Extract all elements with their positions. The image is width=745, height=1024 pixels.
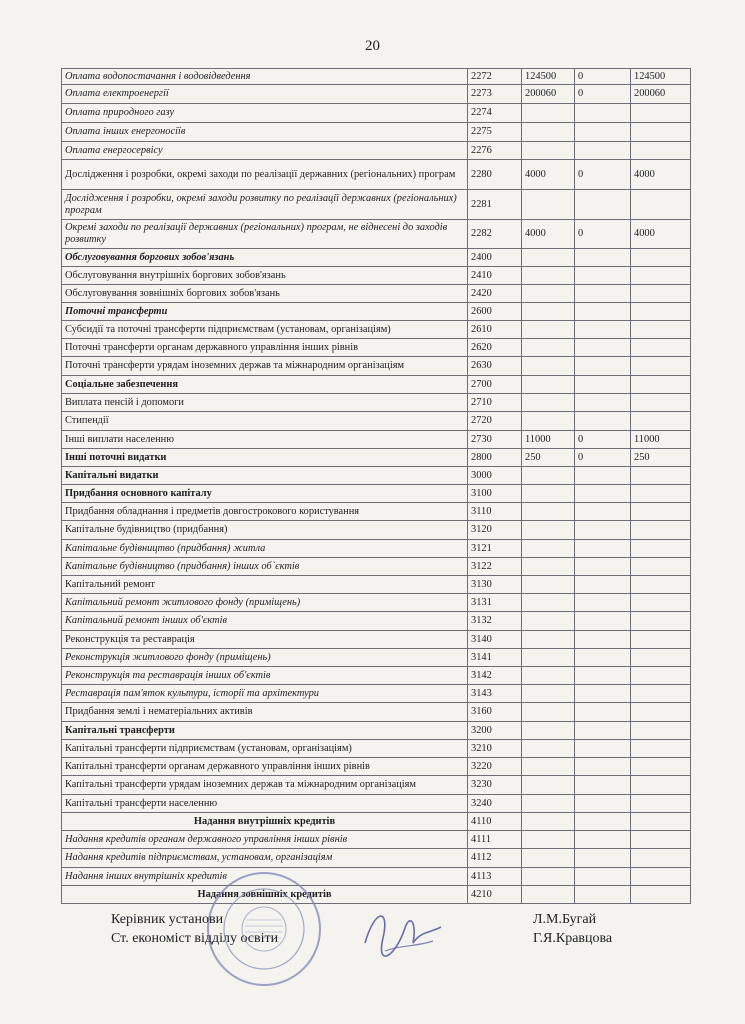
row-value-1 — [522, 649, 575, 667]
row-code: 2730 — [468, 431, 522, 449]
row-value-1 — [522, 467, 575, 485]
row-code: 2720 — [468, 412, 522, 431]
row-name: Поточні трансферти органам державного управління інших рівнів — [62, 339, 468, 357]
row-code: 2610 — [468, 321, 522, 339]
row-code: 3240 — [468, 795, 522, 813]
row-value-1 — [522, 594, 575, 612]
table-row — [62, 849, 691, 868]
row-code: 3120 — [468, 521, 522, 540]
row-value-3: 250 — [631, 449, 691, 467]
row-value-3 — [631, 594, 691, 612]
row-value-3: 4000 — [631, 220, 691, 249]
row-value-2 — [575, 576, 631, 594]
row-value-3 — [631, 795, 691, 813]
row-value-3: 4000 — [631, 160, 691, 190]
row-value-3 — [631, 503, 691, 521]
row-value-2 — [575, 394, 631, 412]
row-value-3: 200060 — [631, 85, 691, 104]
row-code: 3122 — [468, 558, 522, 576]
row-value-3 — [631, 303, 691, 321]
row-value-3 — [631, 886, 691, 904]
table-row — [62, 303, 691, 321]
row-name: Придбання основного капіталу — [62, 485, 468, 503]
row-value-2 — [575, 868, 631, 886]
row-value-2 — [575, 123, 631, 142]
row-code: 4113 — [468, 868, 522, 886]
table-row — [62, 160, 691, 190]
table-row — [62, 123, 691, 142]
row-name: Оплата електроенергії — [62, 85, 468, 104]
row-code: 4110 — [468, 813, 522, 831]
table-row — [62, 558, 691, 576]
row-value-2 — [575, 303, 631, 321]
row-name: Надання кредитів органам державного управління інших рівнів — [62, 831, 468, 849]
row-value-3 — [631, 558, 691, 576]
row-value-3 — [631, 758, 691, 776]
row-value-2 — [575, 190, 631, 220]
row-code: 3131 — [468, 594, 522, 612]
row-code: 2272 — [468, 69, 522, 85]
row-value-1 — [522, 612, 575, 631]
table-row — [62, 249, 691, 267]
row-value-1 — [522, 849, 575, 868]
row-code: 2600 — [468, 303, 522, 321]
row-name: Реконструкція житлового фонду (приміщень) — [62, 649, 468, 667]
row-value-3 — [631, 849, 691, 868]
table-row — [62, 104, 691, 123]
row-value-2 — [575, 267, 631, 285]
row-name: Поточні трансферти урядам іноземних держав та міжнародним організаціям — [62, 357, 468, 376]
row-name: Капітальні трансферти урядам іноземних держав та міжнародним організаціям — [62, 776, 468, 795]
row-value-3 — [631, 667, 691, 685]
economist-name: Г.Я.Кравцова — [533, 931, 613, 946]
row-value-3 — [631, 142, 691, 160]
row-value-2 — [575, 503, 631, 521]
row-value-1 — [522, 831, 575, 849]
table-row — [62, 220, 691, 249]
table-row — [62, 703, 691, 722]
row-value-1 — [522, 357, 575, 376]
row-value-1 — [522, 722, 575, 740]
table-row — [62, 886, 691, 904]
row-value-2 — [575, 249, 631, 267]
row-code: 2420 — [468, 285, 522, 303]
row-code: 3200 — [468, 722, 522, 740]
row-value-2 — [575, 685, 631, 703]
table-row — [62, 190, 691, 220]
row-value-1: 250 — [522, 449, 575, 467]
row-value-1 — [522, 540, 575, 558]
row-code: 2410 — [468, 267, 522, 285]
row-value-1 — [522, 503, 575, 521]
row-value-1 — [522, 521, 575, 540]
row-name: Реконструкція та реставрація — [62, 631, 468, 649]
row-value-2 — [575, 703, 631, 722]
table-row — [62, 321, 691, 339]
table-row — [62, 431, 691, 449]
row-value-3 — [631, 722, 691, 740]
row-value-1 — [522, 285, 575, 303]
row-value-3 — [631, 813, 691, 831]
table-row — [62, 267, 691, 285]
row-name: Інші виплати населенню — [62, 431, 468, 449]
row-code: 3100 — [468, 485, 522, 503]
row-value-3 — [631, 339, 691, 357]
row-value-3 — [631, 776, 691, 795]
row-name: Капітальне будівництво (придбання) — [62, 521, 468, 540]
row-name: Оплата енергосервісу — [62, 142, 468, 160]
row-value-1 — [522, 813, 575, 831]
row-value-2 — [575, 722, 631, 740]
row-value-2 — [575, 594, 631, 612]
row-name: Капітальний ремонт житлового фонду (приміщень) — [62, 594, 468, 612]
row-value-1 — [522, 740, 575, 758]
table-row — [62, 758, 691, 776]
row-value-1 — [522, 376, 575, 394]
row-code: 3220 — [468, 758, 522, 776]
row-value-3 — [631, 740, 691, 758]
row-code: 4111 — [468, 831, 522, 849]
row-code: 3143 — [468, 685, 522, 703]
table-row — [62, 576, 691, 594]
row-code: 3110 — [468, 503, 522, 521]
row-name: Обслуговування боргових зобов'язань — [62, 249, 468, 267]
row-value-2: 0 — [575, 69, 631, 85]
row-value-1 — [522, 776, 575, 795]
table-row — [62, 831, 691, 849]
row-value-1 — [522, 190, 575, 220]
row-value-2 — [575, 813, 631, 831]
row-value-2 — [575, 740, 631, 758]
row-value-2 — [575, 758, 631, 776]
row-name: Придбання обладнання і предметів довгострокового користування — [62, 503, 468, 521]
row-value-2 — [575, 558, 631, 576]
row-value-2 — [575, 795, 631, 813]
row-value-2 — [575, 467, 631, 485]
table-row — [62, 485, 691, 503]
row-code: 3210 — [468, 740, 522, 758]
row-name: Придбання землі і нематеріальних активів — [62, 703, 468, 722]
row-value-3 — [631, 685, 691, 703]
row-code: 3230 — [468, 776, 522, 795]
row-name: Капітальний ремонт інших об'єктів — [62, 612, 468, 631]
table-row — [62, 740, 691, 758]
table-row — [62, 285, 691, 303]
row-value-2: 0 — [575, 449, 631, 467]
head-name: Л.М.Бугай — [533, 912, 597, 927]
row-value-1 — [522, 321, 575, 339]
row-value-1: 124500 — [522, 69, 575, 85]
table-row — [62, 540, 691, 558]
row-value-1 — [522, 886, 575, 904]
row-value-1 — [522, 558, 575, 576]
round-stamp — [205, 870, 323, 988]
row-value-1 — [522, 123, 575, 142]
row-code: 3141 — [468, 649, 522, 667]
row-code: 3140 — [468, 631, 522, 649]
row-code: 3132 — [468, 612, 522, 631]
table-row — [62, 85, 691, 104]
row-value-1: 200060 — [522, 85, 575, 104]
row-value-1 — [522, 142, 575, 160]
row-value-2 — [575, 649, 631, 667]
row-value-2 — [575, 357, 631, 376]
row-value-3 — [631, 485, 691, 503]
row-value-2 — [575, 485, 631, 503]
row-value-3 — [631, 703, 691, 722]
row-name: Обслуговування внутрішніх боргових зобов'язань — [62, 267, 468, 285]
row-value-3 — [631, 868, 691, 886]
row-value-2 — [575, 612, 631, 631]
table-row — [62, 795, 691, 813]
table-row — [62, 685, 691, 703]
row-value-2: 0 — [575, 431, 631, 449]
row-value-3 — [631, 467, 691, 485]
row-value-1 — [522, 267, 575, 285]
row-value-1 — [522, 303, 575, 321]
row-value-3 — [631, 357, 691, 376]
table-row — [62, 813, 691, 831]
row-code: 3142 — [468, 667, 522, 685]
row-value-3 — [631, 376, 691, 394]
row-name: Виплата пенсій і допомоги — [62, 394, 468, 412]
row-value-3 — [631, 104, 691, 123]
row-value-3 — [631, 190, 691, 220]
row-value-3 — [631, 394, 691, 412]
row-value-3 — [631, 612, 691, 631]
row-value-2 — [575, 886, 631, 904]
row-name: Капітальне будівництво (придбання) інших об`єктів — [62, 558, 468, 576]
row-name: Капітальний ремонт — [62, 576, 468, 594]
page-number: 20 — [365, 38, 380, 54]
row-value-1: 11000 — [522, 431, 575, 449]
row-code: 2620 — [468, 339, 522, 357]
row-code: 2710 — [468, 394, 522, 412]
row-code: 2274 — [468, 104, 522, 123]
row-value-3 — [631, 576, 691, 594]
row-value-3: 11000 — [631, 431, 691, 449]
row-value-2 — [575, 631, 631, 649]
row-code: 3000 — [468, 467, 522, 485]
table-row — [62, 357, 691, 376]
row-value-1 — [522, 249, 575, 267]
table-row — [62, 521, 691, 540]
row-value-3 — [631, 521, 691, 540]
row-name: Інші поточні видатки — [62, 449, 468, 467]
handwritten-signature-icon — [355, 903, 445, 963]
row-value-2 — [575, 376, 631, 394]
row-value-2 — [575, 776, 631, 795]
row-value-2 — [575, 540, 631, 558]
row-value-3 — [631, 412, 691, 431]
table-row — [62, 868, 691, 886]
row-code: 2700 — [468, 376, 522, 394]
row-value-3 — [631, 123, 691, 142]
row-value-3 — [631, 249, 691, 267]
row-code: 2281 — [468, 190, 522, 220]
row-code: 3130 — [468, 576, 522, 594]
row-value-2 — [575, 104, 631, 123]
row-value-1 — [522, 339, 575, 357]
row-code: 2280 — [468, 160, 522, 190]
row-value-2 — [575, 412, 631, 431]
row-name: Оплата природного газу — [62, 104, 468, 123]
row-value-1 — [522, 703, 575, 722]
row-name: Капітальні трансферти — [62, 722, 468, 740]
row-name: Обслуговування зовнішніх боргових зобов'язань — [62, 285, 468, 303]
table-row — [62, 142, 691, 160]
row-value-1 — [522, 685, 575, 703]
head-title: Керівник установи — [111, 912, 224, 927]
row-value-3 — [631, 285, 691, 303]
row-name: Капітальні трансферти органам державного управління інших рівнів — [62, 758, 468, 776]
row-value-1 — [522, 758, 575, 776]
budget-table — [61, 68, 691, 904]
row-value-3 — [631, 321, 691, 339]
table-row — [62, 776, 691, 795]
table-row — [62, 649, 691, 667]
row-value-3: 124500 — [631, 69, 691, 85]
row-value-2: 0 — [575, 220, 631, 249]
table-row — [62, 631, 691, 649]
row-code: 2273 — [468, 85, 522, 104]
row-value-1 — [522, 868, 575, 886]
row-value-1 — [522, 576, 575, 594]
table-row — [62, 339, 691, 357]
row-value-3 — [631, 649, 691, 667]
row-value-3 — [631, 831, 691, 849]
row-name: Поточні трансферти — [62, 303, 468, 321]
row-value-1 — [522, 631, 575, 649]
row-code: 2282 — [468, 220, 522, 249]
row-value-2 — [575, 667, 631, 685]
table-row — [62, 503, 691, 521]
table-row — [62, 449, 691, 467]
row-code: 2276 — [468, 142, 522, 160]
row-value-1 — [522, 485, 575, 503]
row-value-2: 0 — [575, 160, 631, 190]
row-code: 4210 — [468, 886, 522, 904]
row-value-1: 4000 — [522, 160, 575, 190]
row-name: Капітальні видатки — [62, 467, 468, 485]
row-value-2 — [575, 321, 631, 339]
table-row — [62, 722, 691, 740]
row-value-2 — [575, 831, 631, 849]
row-name: Капітальні трансферти населенню — [62, 795, 468, 813]
row-name: Капітальне будівництво (придбання) житла — [62, 540, 468, 558]
table-row — [62, 612, 691, 631]
row-name: Оплата інших енергоносіїв — [62, 123, 468, 142]
table-row — [62, 394, 691, 412]
row-value-1 — [522, 104, 575, 123]
row-name: Надання внутрішніх кредитів — [62, 813, 468, 831]
row-name: Реконструкція та реставрація інших об'єктів — [62, 667, 468, 685]
budget-table-body — [62, 69, 691, 904]
economist-title: Ст. економіст відділу освіти — [111, 931, 279, 946]
row-value-3 — [631, 631, 691, 649]
row-value-2 — [575, 521, 631, 540]
row-value-2 — [575, 142, 631, 160]
row-name: Надання зовнішніх кредитів — [62, 886, 468, 904]
row-name: Субсидії та поточні трансферти підприємствам (установам, організаціям) — [62, 321, 468, 339]
row-code: 2800 — [468, 449, 522, 467]
row-value-2: 0 — [575, 85, 631, 104]
row-name: Реставрація пам'яток культури, історії та архітектури — [62, 685, 468, 703]
row-name: Соціальне забезпечення — [62, 376, 468, 394]
row-value-3 — [631, 267, 691, 285]
row-value-1 — [522, 394, 575, 412]
table-row — [62, 376, 691, 394]
row-code: 3160 — [468, 703, 522, 722]
row-name: Дослідження і розробки, окремі заходи по реалізації державних (регіональних) програм — [62, 160, 468, 190]
row-code: 4112 — [468, 849, 522, 868]
row-name: Дослідження і розробки, окремі заходи розвитку по реалізації державних (регіональних) програм — [62, 190, 468, 220]
row-value-2 — [575, 285, 631, 303]
row-value-1 — [522, 795, 575, 813]
row-code: 2630 — [468, 357, 522, 376]
row-value-2 — [575, 339, 631, 357]
row-code: 2275 — [468, 123, 522, 142]
row-name: Оплата водопостачання і водовідведення — [62, 69, 468, 85]
row-name: Надання кредитів підприємствам, установам, організаціям — [62, 849, 468, 868]
row-name: Стипендії — [62, 412, 468, 431]
row-value-1 — [522, 667, 575, 685]
table-row — [62, 412, 691, 431]
row-code: 3121 — [468, 540, 522, 558]
row-name: Капітальні трансферти підприємствам (установам, організаціям) — [62, 740, 468, 758]
row-value-1: 4000 — [522, 220, 575, 249]
table-row — [62, 667, 691, 685]
row-value-3 — [631, 540, 691, 558]
row-name: Окремі заходи по реалізації державних (регіональних) програм, не віднесені до заходів розвитку — [62, 220, 468, 249]
table-row — [62, 467, 691, 485]
row-value-2 — [575, 849, 631, 868]
table-row — [62, 69, 691, 85]
row-value-1 — [522, 412, 575, 431]
row-name: Надання інших внутрішніх кредитів — [62, 868, 468, 886]
table-row — [62, 594, 691, 612]
row-code: 2400 — [468, 249, 522, 267]
